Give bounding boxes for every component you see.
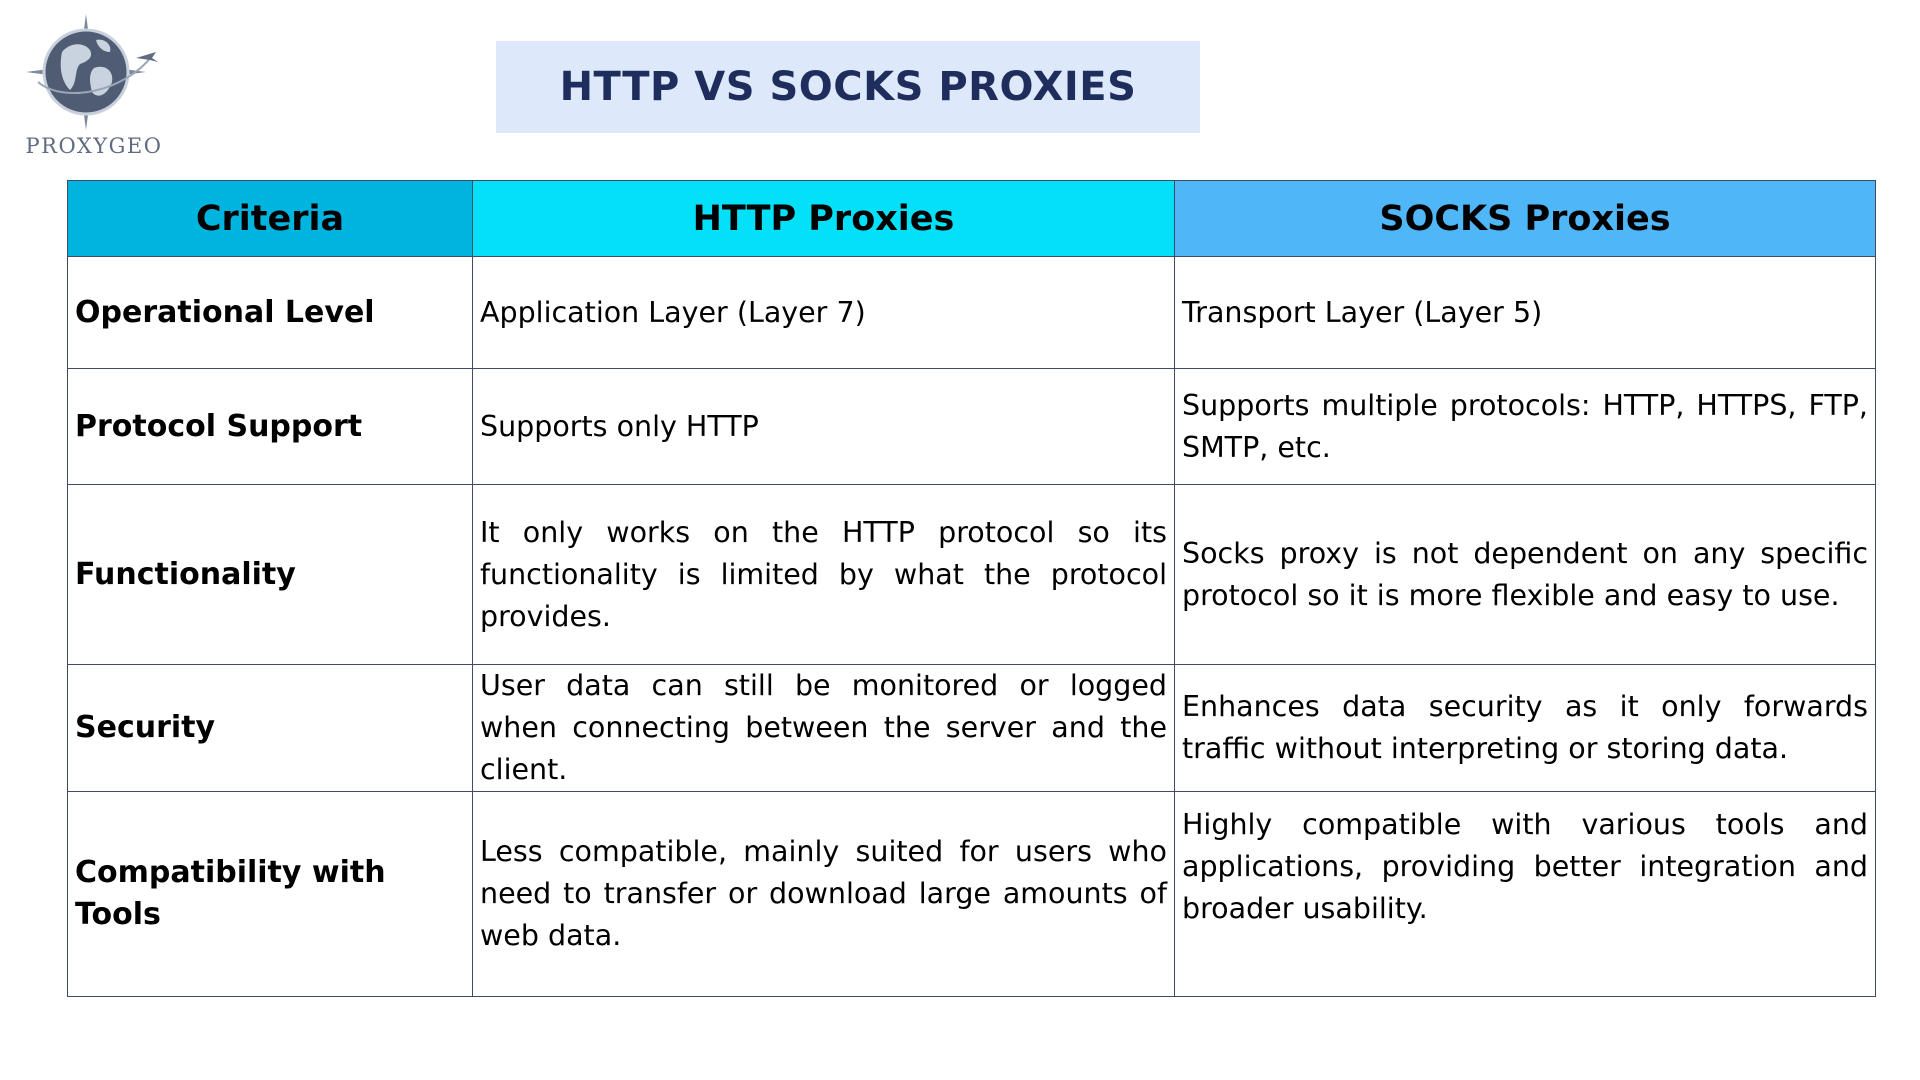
comparison-table — [67, 180, 1876, 997]
title-banner — [496, 41, 1200, 133]
table-row — [68, 485, 1876, 665]
http-cell: Supports only HTTP — [473, 369, 1175, 485]
socks-cell: Highly compatible with various tools and applications, providing better integration and broader usability. — [1175, 792, 1876, 997]
http-cell: User data can still be monitored or logged when connecting between the server and the client. — [473, 665, 1175, 792]
page-title: HTTP VS SOCKS PROXIES — [559, 64, 1137, 110]
http-cell: It only works on the HTTP protocol so its functionality is limited by what the protocol provides. — [473, 485, 1175, 665]
socks-cell: Enhances data security as it only forwards traffic without interpreting or storing data. — [1175, 665, 1876, 792]
socks-cell: Transport Layer (Layer 5) — [1175, 257, 1876, 369]
criteria-cell: Protocol Support — [68, 369, 473, 485]
table-row — [68, 665, 1876, 792]
logo-wordmark: PROXYGEO — [25, 134, 163, 158]
header-socks-proxies: SOCKS Proxies — [1175, 181, 1876, 257]
socks-cell: Socks proxy is not dependent on any specific protocol so it is more flexible and easy to use. — [1175, 485, 1876, 665]
http-cell: Application Layer (Layer 7) — [473, 257, 1175, 369]
table-row — [68, 257, 1876, 369]
criteria-cell: Operational Level — [68, 257, 473, 369]
globe-compass-icon — [24, 12, 164, 132]
criteria-cell: Security — [68, 665, 473, 792]
table-row — [68, 792, 1876, 997]
socks-cell: Supports multiple protocols: HTTP, HTTPS, FTP, SMTP, etc. — [1175, 369, 1876, 485]
table-header-row — [68, 181, 1876, 257]
criteria-cell: Compatibility with Tools — [68, 792, 473, 997]
http-cell: Less compatible, mainly suited for users who need to transfer or download large amounts of web data. — [473, 792, 1175, 997]
header-http-proxies: HTTP Proxies — [473, 181, 1175, 257]
table-row — [68, 369, 1876, 485]
header-criteria: Criteria — [68, 181, 473, 257]
criteria-cell: Functionality — [68, 485, 473, 665]
proxygeo-logo — [24, 12, 164, 162]
